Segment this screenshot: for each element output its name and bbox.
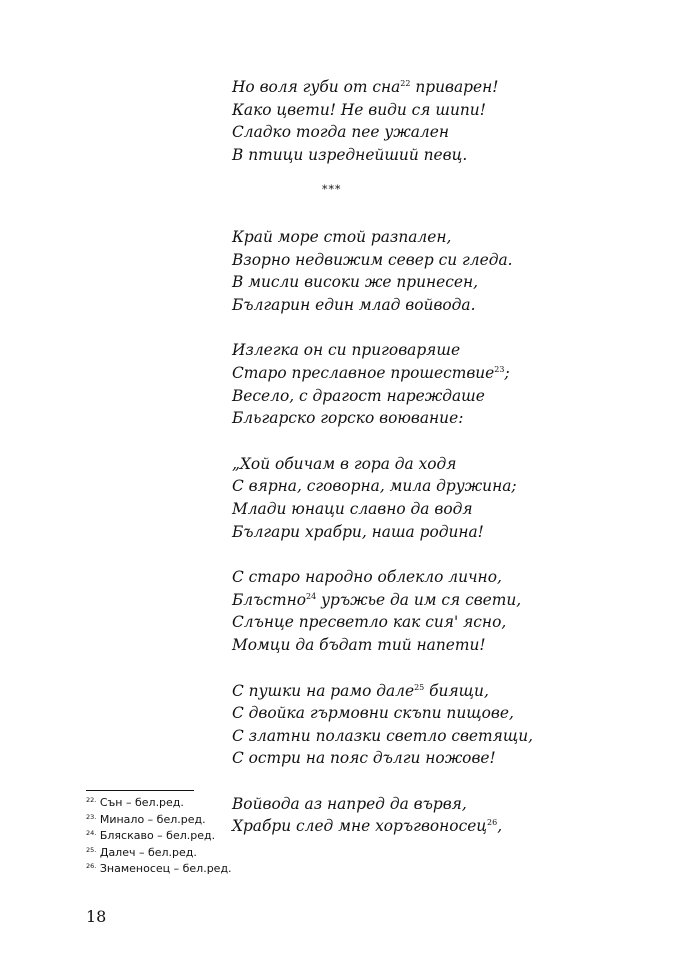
poem-line: Старо преславное прошествие$^{23}$; xyxy=(232,363,510,382)
page-number: 18 xyxy=(86,907,107,926)
section-separator: *** xyxy=(322,183,342,196)
poem-line: Излегка он си приговаряше xyxy=(232,341,461,360)
footnote-ref[interactable]: 26 xyxy=(487,818,498,828)
poem-line: С пушки на рамо дале$^{25}$ биящи, xyxy=(232,681,489,700)
stanza xyxy=(232,793,562,838)
poem-line: С двойка гърмовни скъпи пищове, xyxy=(232,704,514,723)
footnotes xyxy=(86,795,232,878)
poem-line: С вярна, сговорна, мила дружина; xyxy=(232,477,517,496)
footnote-number: 23. xyxy=(86,812,97,821)
poem-line: Българин един млад войвода. xyxy=(232,295,476,314)
poem-line: С остри на пояс дълги ножове! xyxy=(232,749,496,768)
footnote-number: 25. xyxy=(86,845,97,854)
footnote-ref[interactable]: 24 xyxy=(306,591,317,601)
poem-line: Храбри след мне хоръгвоносец$^{26}$, xyxy=(232,817,503,836)
footnote: $^{26.}$ Знаменосец – бел.ред. xyxy=(86,862,232,875)
footnote-ref[interactable]: 25 xyxy=(414,682,425,692)
poem-line: С старо народно облекло лично, xyxy=(232,568,502,587)
poem-line: В птици изреднейший певц. xyxy=(232,145,468,164)
footnote-ref[interactable]: 23 xyxy=(494,364,505,374)
poem-line: С златни полазки светло светящи, xyxy=(232,726,534,745)
opening-stanza xyxy=(232,76,562,166)
poem-line: Весело, с драгост нарeждаше xyxy=(232,386,485,405)
poem-body xyxy=(232,226,562,838)
poem-line: Войвода аз напред да вървя, xyxy=(232,794,467,813)
poem-line: Момци да бъдат тий напети! xyxy=(232,635,486,654)
footnote: $^{23.}$ Минало – бел.ред. xyxy=(86,812,206,826)
poem-line: Како цвети! Не види ся шипи! xyxy=(232,100,486,119)
stanza xyxy=(232,680,562,770)
stanza xyxy=(232,226,562,316)
footnote: $^{24.}$ Бляскаво – бел.ред. xyxy=(86,829,216,842)
footnote: $^{25.}$ Далеч – бел.ред. xyxy=(86,845,197,859)
footnote-number: 24. xyxy=(86,829,97,837)
poem-line: Блъстно$^{24}$ уръжье да им ся свети, xyxy=(232,590,522,609)
footnote-number: 26. xyxy=(86,862,97,870)
poem-line: „Хой обичам в гора да ходя xyxy=(232,454,457,473)
poem-line: Но воля губи от сна$^{22}$ приварен! xyxy=(232,78,499,96)
footnote-number: 22. xyxy=(86,796,97,804)
footnote-divider xyxy=(86,790,194,791)
poem-line: В мисли високи же принесен, xyxy=(232,273,479,292)
stanza xyxy=(232,339,562,429)
stanza xyxy=(232,566,562,656)
poem-line: Млади юнаци славно да водя xyxy=(232,499,473,518)
poem-line: Взорно недвижим север си гледа. xyxy=(232,250,513,269)
poem-line: Българи храбри, наша родина! xyxy=(232,522,484,541)
stanza xyxy=(232,453,562,543)
poem-line: Край море стой разпален, xyxy=(232,228,452,246)
poem-line: Бльгарско горско воювание: xyxy=(232,409,464,428)
stanza xyxy=(232,76,562,166)
footnote: $^{22.}$ Сън – бел.ред. xyxy=(86,796,184,809)
footnote-ref[interactable]: 22 xyxy=(400,79,411,88)
poem-line: Сладко тогда пее ужален xyxy=(232,123,449,142)
poem-line: Слънце пресветло как сия' ясно, xyxy=(232,613,507,632)
